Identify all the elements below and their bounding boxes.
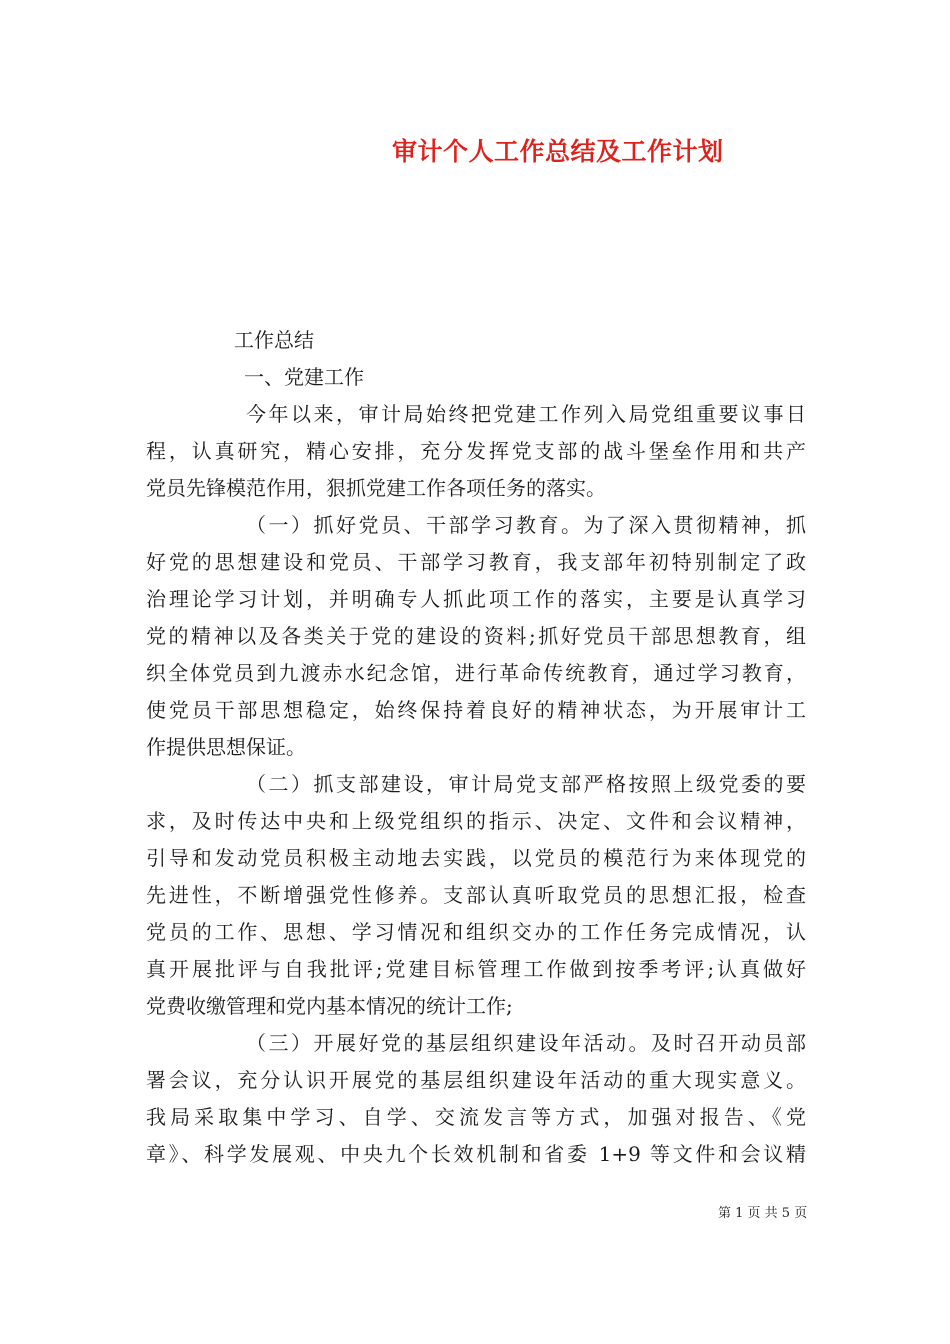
- paragraph-4-line: 署会议，充分认识开展党的基层组织建设年活动的重大现实意义。: [146, 1068, 806, 1092]
- heading-work-summary: 工作总结: [234, 328, 314, 352]
- paragraph-2-line: 党的精神以及各类关于党的建设的资料;抓好党员干部思想教育，组: [146, 624, 806, 648]
- paragraph-3-line: 求，及时传达中央和上级党组织的指示、决定、文件和会议精神，: [146, 809, 806, 833]
- paragraph-2-line: 治理论学习计划，并明确专人抓此项工作的落实，主要是认真学习: [146, 587, 806, 611]
- paragraph-3-line: 党费收缴管理和党内基本情况的统计工作;: [146, 994, 513, 1018]
- paragraph-2-line: 作提供思想保证。: [146, 735, 306, 759]
- paragraph-2-line: 使党员干部思想稳定，始终保持着良好的精神状态，为开展审计工: [146, 698, 806, 722]
- paragraph-1-line: 党员先锋模范作用，狠抓党建工作各项任务的落实。: [146, 476, 606, 500]
- paragraph-3-line: 真开展批评与自我批评;党建目标管理工作做到按季考评;认真做好: [146, 957, 806, 981]
- document-title: 审计个人工作总结及工作计划: [392, 137, 724, 166]
- paragraph-3-line: 引导和发动党员积极主动地去实践，以党员的模范行为来体现党的: [146, 846, 806, 870]
- paragraph-4-line: 我局采取集中学习、自学、交流发言等方式，加强对报告、《党: [146, 1105, 806, 1129]
- paragraph-1-line: 程，认真研究，精心安排，充分发挥党支部的战斗堡垒作用和共产: [146, 439, 806, 463]
- paragraph-3-line: 先进性，不断增强党性修养。支部认真听取党员的思想汇报，检查: [146, 883, 806, 907]
- paragraph-3-line: 党员的工作、思想、学习情况和组织交办的工作任务完成情况，认: [146, 920, 806, 944]
- page-number: 第 1 页 共 5 页: [718, 1206, 808, 1221]
- heading-party-building: 一、党建工作: [244, 365, 364, 389]
- paragraph-3-line: （二）抓支部建设，审计局党支部严格按照上级党委的要: [246, 772, 806, 796]
- paragraph-2-line: 织全体党员到九渡赤水纪念馆，进行革命传统教育，通过学习教育，: [146, 661, 806, 685]
- paragraph-2-line: 好党的思想建设和党员、干部学习教育，我支部年初特别制定了政: [146, 550, 806, 574]
- paragraph-4-line: 章》、科学发展观、中央九个长效机制和省委 1+9 等文件和会议精: [146, 1142, 806, 1166]
- paragraph-4-line: （三）开展好党的基层组织建设年活动。及时召开动员部: [246, 1031, 806, 1055]
- paragraph-1-line: 今年以来，审计局始终把党建工作列入局党组重要议事日: [246, 402, 806, 426]
- paragraph-2-line: （一）抓好党员、干部学习教育。为了深入贯彻精神，抓: [246, 513, 806, 537]
